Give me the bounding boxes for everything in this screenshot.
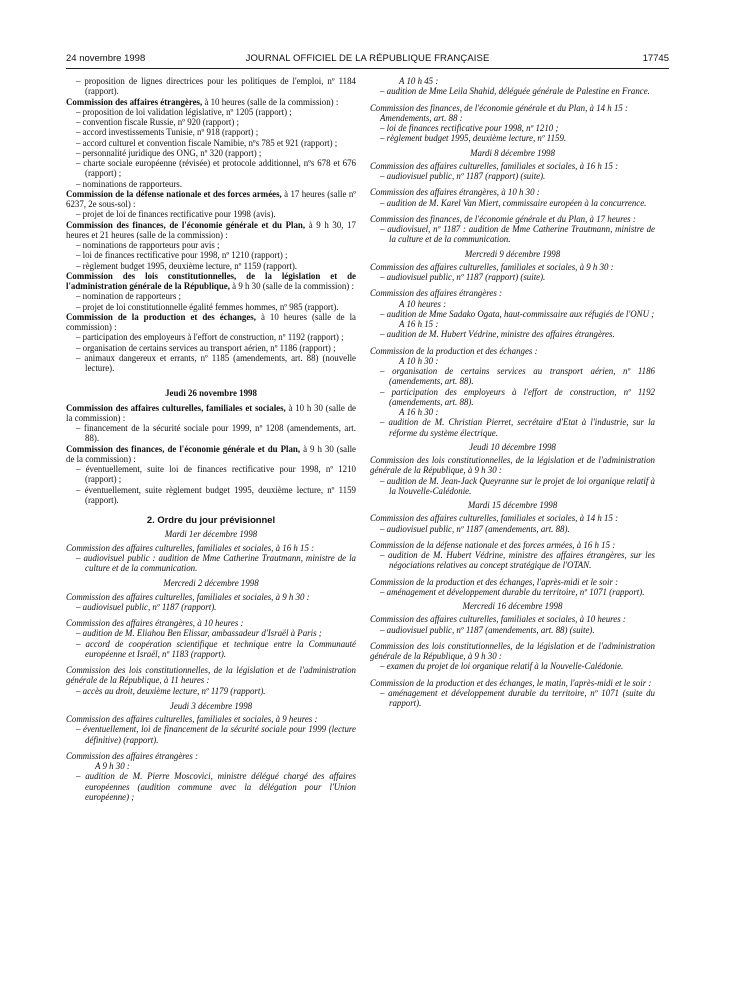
agenda-item: – audiovisuel, nº 1187 : audition de Mme Catherine Trautmann, ministre de la culture et de la communication. — [380, 224, 655, 245]
commission-entry: Commission des affaires culturelles, familiales et sociales, à 14 h 15 : — [370, 513, 619, 524]
date-heading: Mercredi 2 décembre 1998 — [163, 578, 259, 589]
commission-entry: Commission des affaires étrangères : — [370, 288, 502, 299]
agenda-item: – audiovisuel public, nº 1187 (amendements, art. 88). — [380, 523, 570, 534]
commission-entry — [66, 189, 356, 210]
agenda-item: – audition de Mme Sadako Ogata, haut-commissaire aux réfugiés de l'ONU ; — [380, 308, 655, 319]
agenda-item: – loi de finances rectificative pour 1998, nº 1210 ; — [380, 123, 559, 133]
commission-details: à 10 h 30 (salle de la commission) : — [66, 402, 356, 423]
agenda-item: – audition de M. Hubert Védrine, ministre des affaires étrangères, sur les négociations relatives au concept stratégique de l'OTAN. — [380, 550, 655, 571]
commission-name: Commission de la production et des échanges, — [66, 311, 256, 322]
agenda-item: – financement de la sécurité sociale pour 1999, nº 1208 (amendements, art. 88). — [76, 423, 356, 444]
agenda-item: – audition de M. Jean-Jack Queyranne sur le projet de loi organique relatif à la Nouvelle-Calédonie. — [380, 475, 655, 496]
agenda-item: – audiovisuel public : audition de Mme Catherine Trautmann, ministre de la culture et de la communication. — [76, 552, 356, 573]
agenda-item: – audiovisuel public, nº 1187 (rapport). — [76, 601, 217, 612]
commission-entry — [66, 271, 356, 292]
commission-entry — [66, 403, 356, 424]
commission-entry: Commission des affaires culturelles, familiales et sociales, à 16 h 15 : — [66, 542, 315, 553]
commission-details: à 17 heures (salle nº 6237, 2e sous-sol) : — [66, 188, 357, 209]
header-rule — [66, 68, 669, 69]
commission-name: Commission des finances, de l'économie générale et du Plan, — [66, 443, 301, 454]
commission-entry: Commission de la défense nationale et des forces armées, à 16 h 15 : — [370, 539, 616, 550]
date-heading: Jeudi 26 novembre 1998 — [165, 388, 257, 399]
date-heading: Mercredi 9 décembre 1998 — [464, 248, 561, 259]
commission-name: Commission des affaires culturelles, familiales et sociales, — [66, 402, 286, 413]
agenda-item: – participation des employeurs à l'effort de construction, nº 1192 (rapport) ; — [76, 332, 344, 343]
agenda-item: – proposition de loi validation législative, nº 1205 (rapport) ; — [76, 106, 292, 117]
date-heading: Jeudi 3 décembre 1998 — [169, 700, 253, 711]
agenda-item: – aménagement et développement durable du territoire, nº 1071 (suite du rapport). — [380, 687, 655, 708]
commission-entry: Commission de la production et des échanges, le matin, l'après-midi et le soir : — [370, 677, 652, 688]
time-slot: A 10 h 45 : — [399, 76, 439, 86]
agenda-item: – projet de loi de finances rectificative pour 1998 (avis). — [76, 209, 276, 220]
agenda-item: – organisation de certains services au transport aérien, nº 1186 (amendements, art. 88). — [380, 366, 655, 387]
header-date: 24 novembre 1998 — [66, 53, 146, 64]
commission-entry: Commission des lois constitutionnelles, de la législation et de l'administration générale de la République, à 9 h 30 : — [370, 455, 655, 476]
commission-entry: Commission des affaires étrangères, à 10 h 30 : — [370, 187, 540, 198]
agenda-item: – audition de M. Karel Van Miert, commissaire européen à la concurrence. — [380, 197, 647, 208]
commission-entry: Commission des finances, de l'économie générale et du Plan, à 17 heures : — [370, 213, 636, 224]
spacer — [66, 373, 356, 382]
commission-name: Commission de la défense nationale et des forces armées, — [66, 188, 282, 199]
commission-entry: Commission des affaires culturelles, familiales et sociales, à 9 h 30 : — [66, 591, 310, 602]
agenda-item: – éventuellement, loi de financement de la sécurité sociale pour 1999 (lecture définitive) (rapport). — [76, 724, 356, 745]
agenda-item: – audition de M. Eliahou Ben Elissar, ambassadeur d'Israël à Paris ; — [76, 628, 322, 639]
agenda-item: – nominations de rapporteurs pour avis ; — [76, 240, 220, 250]
agenda-item: – loi de finances rectificative pour 1998, nº 1210 (rapport) ; — [76, 250, 288, 261]
commission-details: à 10 heures (salle de la commission) : — [202, 96, 339, 107]
commission-entry: Commission des finances, de l'économie générale et du Plan, à 14 h 15 : — [370, 102, 628, 113]
commission-entry — [66, 220, 356, 241]
commission-name: Commission des lois constitutionnelles, de la législation et de l'administration générale de la République, — [66, 270, 356, 291]
agenda-item: – organisation de certains services au transport aérien, nº 1186 (rapport) ; — [76, 342, 336, 353]
agenda-item: – participation des employeurs à l'effort de construction, nº 1192 (amendements, art. 88). — [380, 386, 655, 407]
commission-entry: Commission des affaires étrangères, à 10 heures : — [66, 618, 244, 628]
commission-details: à 9 h 30 (salle de la commission) : — [229, 281, 354, 291]
commission-entry: Commission des affaires étrangères : — [66, 750, 198, 761]
page-header — [66, 53, 669, 67]
commission-details: à 10 heures (salle de la commission) : — [66, 311, 357, 332]
agenda-item: – charte sociale européenne (révisée) et protocole additionnel, nºs 678 et 676 (rapport) ; — [76, 158, 356, 179]
agenda-item: – audiovisuel public, nº 1187 (rapport) (suite). — [380, 272, 546, 282]
agenda-item: – animaux dangereux et errants, nº 1185 (amendements, art. 88) (nouvelle lecture). — [76, 352, 356, 373]
commission-entry: Commission des affaires culturelles, familiales et sociales, à 10 heures : — [370, 614, 626, 625]
amendments-note: Amendements, art. 88 : — [380, 112, 463, 123]
forecast-agenda — [66, 529, 356, 802]
commission-entry: Commission des affaires culturelles, familiales et sociales, à 9 h 30 : — [370, 261, 614, 272]
commission-details: à 9 h 30 (salle de la commission) : — [66, 443, 356, 464]
header-title: JOURNAL OFFICIEL DE LA RÉPUBLIQUE FRANÇAISE — [245, 53, 490, 64]
agenda-item: – règlement budget 1995, deuxième lecture, nº 1159 (rapport). — [76, 260, 298, 271]
date-heading: Mardi 8 décembre 1998 — [470, 147, 555, 158]
commission-entry: Commission de la production et des échanges, l'après-midi et le soir : — [370, 576, 619, 587]
agenda-item: – nomination de rapporteurs ; — [76, 291, 181, 302]
commission-entry — [66, 312, 356, 333]
commission-details: à 9 h 30, 17 heures et 21 heures (salle de la commission) : — [66, 219, 356, 240]
time-slot: A 9 h 30 : — [95, 761, 130, 771]
left-column — [66, 76, 356, 802]
commission-entry: Commission des lois constitutionnelles, de la législation et de l'administration générale de la République, à 11 heures : — [66, 665, 356, 686]
date-heading: Mardi 15 décembre 1998 — [467, 500, 558, 510]
agenda-item: – projet de loi constitutionnelle égalité femmes hommes, nº 985 (rapport). — [76, 301, 339, 312]
commission-entry — [66, 444, 356, 465]
agenda-item: – proposition de lignes directrices pour les politiques de l'emploi, nº 1184 (rapport). — [76, 76, 356, 97]
agenda-item: – accord investissements Tunisie, nº 918 (rapport) ; — [76, 127, 259, 138]
agenda-item: – examen du projet de loi organique relatif à la Nouvelle-Calédonie. — [380, 661, 624, 672]
agenda-item: – audition de M. Pierre Moscovici, ministre délégué chargé des affaires européennes (audition commune avec la délégation pour l'Union européenne) ; — [76, 771, 356, 802]
date-heading: Mardi 1er décembre 1998 — [164, 529, 258, 540]
agenda-item: – accord culturel et convention fiscale Namibie, nºs 785 et 921 (rapport) ; — [76, 137, 338, 148]
agenda-item: – règlement budget 1995, deuxième lecture, nº 1159. — [380, 133, 567, 144]
agenda-item: – audition de Mme Leila Shahid, déléguée générale de Palestine en France. — [380, 86, 650, 97]
header-page-number: 17745 — [642, 53, 669, 64]
time-slot: A 16 h 15 : — [399, 319, 439, 329]
section-title: 2. Ordre du jour prévisionnel — [146, 514, 276, 525]
agenda-item: – accord de coopération scientifique et technique entre la Communauté européenne et Israël, nº 1183 (rapport). — [76, 638, 356, 659]
agenda-item: – accès au droit, deuxième lecture, nº 1179 (rapport). — [76, 685, 266, 696]
commission-name: Commission des finances, de l'économie générale et du Plan, — [66, 219, 306, 230]
time-slot: A 16 h 30 : — [399, 407, 439, 417]
agenda-item: – personnalité juridique des ONG, nº 320 (rapport) ; — [76, 147, 262, 158]
commission-entry: Commission des affaires culturelles, familiales et sociales, à 9 heures : — [66, 714, 318, 724]
time-slot: A 10 h 30 : — [399, 355, 439, 366]
commission-entry: Commission des lois constitutionnelles, de la législation et de l'administration générale de la République, à 9 h 30 : — [370, 640, 655, 661]
agenda-item: – aménagement et développement durable du territoire, nº 1071 (rapport). — [380, 586, 645, 597]
agenda-item: – audition de M. Hubert Védrine, ministre des affaires étrangères. — [380, 329, 615, 340]
right-column — [370, 76, 655, 708]
agenda-item: – éventuellement, suite règlement budget 1995, deuxième lecture, nº 1159 (rapport). — [76, 484, 356, 505]
date-heading: Mercredi 16 décembre 1998 — [462, 601, 563, 611]
agenda-item: – audiovisuel public, nº 1187 (amendements, art. 88) (suite). — [380, 624, 595, 635]
time-slot: A 10 heures : — [399, 298, 447, 309]
commission-entry: Commission de la production et des échanges : — [370, 345, 538, 356]
date-heading: Jeudi 10 décembre 1998 — [469, 441, 556, 452]
agenda-item: – audiovisuel public, nº 1187 (rapport) (suite). — [380, 171, 546, 181]
agenda-item: – convention fiscale Russie, nº 920 (rapport) ; — [76, 117, 239, 127]
agenda-item: – éventuellement, suite loi de finances rectificative pour 1998, nº 1210 (rapport) ; — [76, 464, 356, 485]
commission-entry — [66, 97, 356, 107]
agenda-item: – audition de M. Christian Pierret, secrétaire d'Etat à l'industrie, sur la réforme du système électrique. — [380, 417, 655, 438]
commission-name: Commission des affaires étrangères, — [66, 96, 203, 107]
commission-entry: Commission des affaires culturelles, familiales et sociales, à 16 h 15 : — [370, 160, 619, 171]
agenda-item: – nominations de rapporteurs. — [76, 178, 182, 189]
